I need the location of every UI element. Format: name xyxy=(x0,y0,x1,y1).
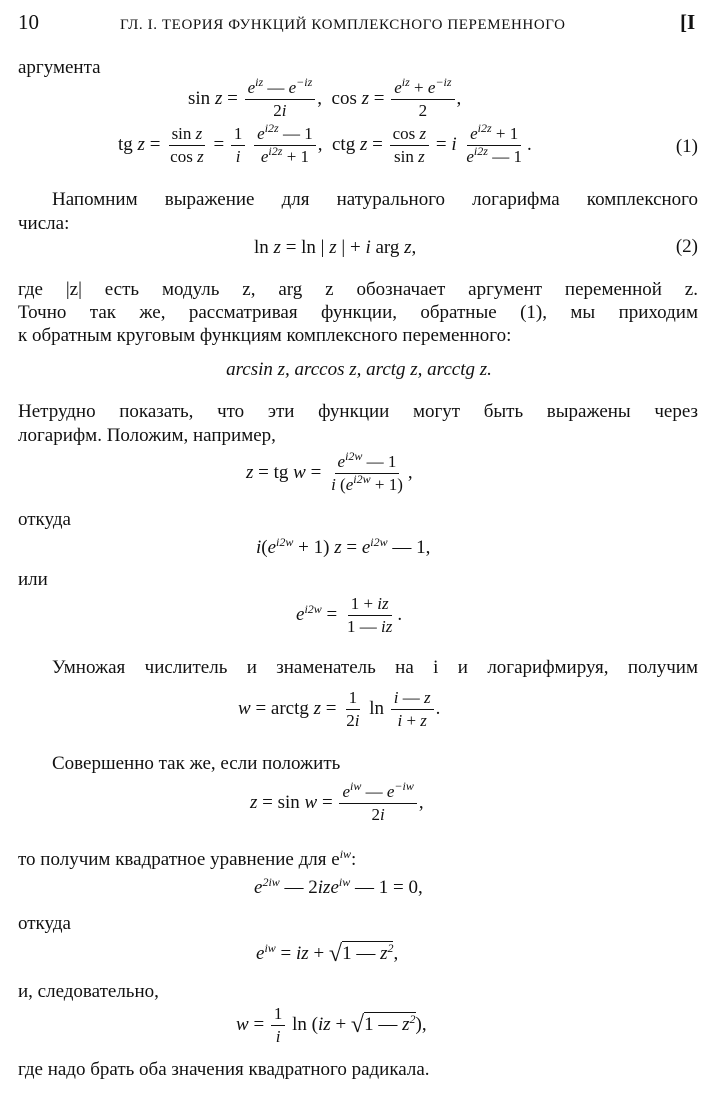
paragraph-modulus-line-2: Точно так же, рассматривая функции, обратные (1), мы приходим xyxy=(18,302,698,323)
equation-number-1: (1) xyxy=(675,136,698,157)
page-number: 10 xyxy=(18,10,39,34)
paragraph-log-intro-line-1: Напомним выражение для натурального логарифма комплексного xyxy=(52,189,698,210)
equation-inverse-functions: arcsin z, arccos z, arctg z, arcctg z. xyxy=(226,359,492,380)
equation-tg-ctg: tg z = $\frac{\text{sin z}}{\text{cos z}}$ = $\frac{1}{i}$ $\frac{e^{i2z} — 1}{e^{i2z} + 1}$ , ctg z = $\frac{\text{cos z}}{\text{sin z}}$ = i $\frac{e^{i2z} + 1}{e^{i2z} — 1}$ . xyxy=(118,121,532,166)
paragraph-multiply: Умножая числитель и знаменатель на i и логарифмируя, получим xyxy=(52,657,698,678)
equation-e-iw: $e^{iw}$ = iz + √1 — $z^2$, xyxy=(256,941,399,967)
equation-ln: ln z = ln | z | + i arg z, xyxy=(254,237,417,258)
equation-number-2: (2) xyxy=(675,236,698,257)
word-ili: или xyxy=(18,569,48,590)
equation-i-e-z: $i(e^{i2w} + 1) z = e^{i2w}$ — 1, xyxy=(256,535,431,558)
equation-quadratic: $e^{2iw}$ — 2ize$^{iw}$ — 1 = 0, xyxy=(254,875,423,898)
paragraph-consequently: и, следовательно, xyxy=(18,981,159,1002)
equation-z-tg-w: z = tg w = $\frac{e^{i2w} — 1}{i (e^{i2w} + 1)}$ , xyxy=(246,449,413,494)
paragraph-nontrivial-line-1: Нетрудно показать, что эти функции могут быть выражены через xyxy=(18,401,698,422)
equation-z-sin-w: z = sin w = $\frac{e^{iw} — e^{-iw}}{2i}$ , xyxy=(250,779,424,824)
paragraph-modulus-line-1: где |z| есть модуль z, arg z обозначает аргумент переменной z. xyxy=(18,279,698,300)
equation-e-i2w: $e^{i2w}$ = $\frac{1 + iz}{1 — iz}$ . xyxy=(296,594,403,636)
paragraph-modulus-line-3: к обратным круговым функциям комплексного переменного: xyxy=(18,325,512,346)
chapter-mark: [I xyxy=(680,10,696,34)
paragraph-nontrivial-line-2: логарифм. Положим, например, xyxy=(18,425,276,446)
paragraph-argumenta: аргумента xyxy=(18,57,101,78)
equation-w-final: w = $\frac{1}{i}$ ln (iz + √1 — $z^2$), xyxy=(236,1004,427,1046)
running-title: ГЛ. I. ТЕОРИЯ ФУНКЦИЙ КОМПЛЕКСНОГО ПЕРЕМЕННОГО xyxy=(120,17,566,33)
equation-sin-cos: sin z = $\frac{e^{iz} — e^{-iz}}{2i}$ , cos z = $\frac{e^{iz} + e^{-iz}}{2}$ , xyxy=(188,75,462,120)
paragraph-quadratic: то получим квадратное уравнение для $e^{iw}$: xyxy=(18,847,357,870)
word-otkuda-1: откуда xyxy=(18,509,71,530)
paragraph-similarly: Совершенно так же, если положить xyxy=(52,753,341,774)
word-otkuda-2: откуда xyxy=(18,913,71,934)
paragraph-log-intro-line-2: числа: xyxy=(18,213,70,234)
paragraph-both-values: где надо брать оба значения квадратного радикала. xyxy=(18,1059,430,1080)
equation-w-arctg: w = arctg z = $\frac{1}{2i}$ ln $\frac{i — z}{i + z}$ . xyxy=(238,688,441,730)
